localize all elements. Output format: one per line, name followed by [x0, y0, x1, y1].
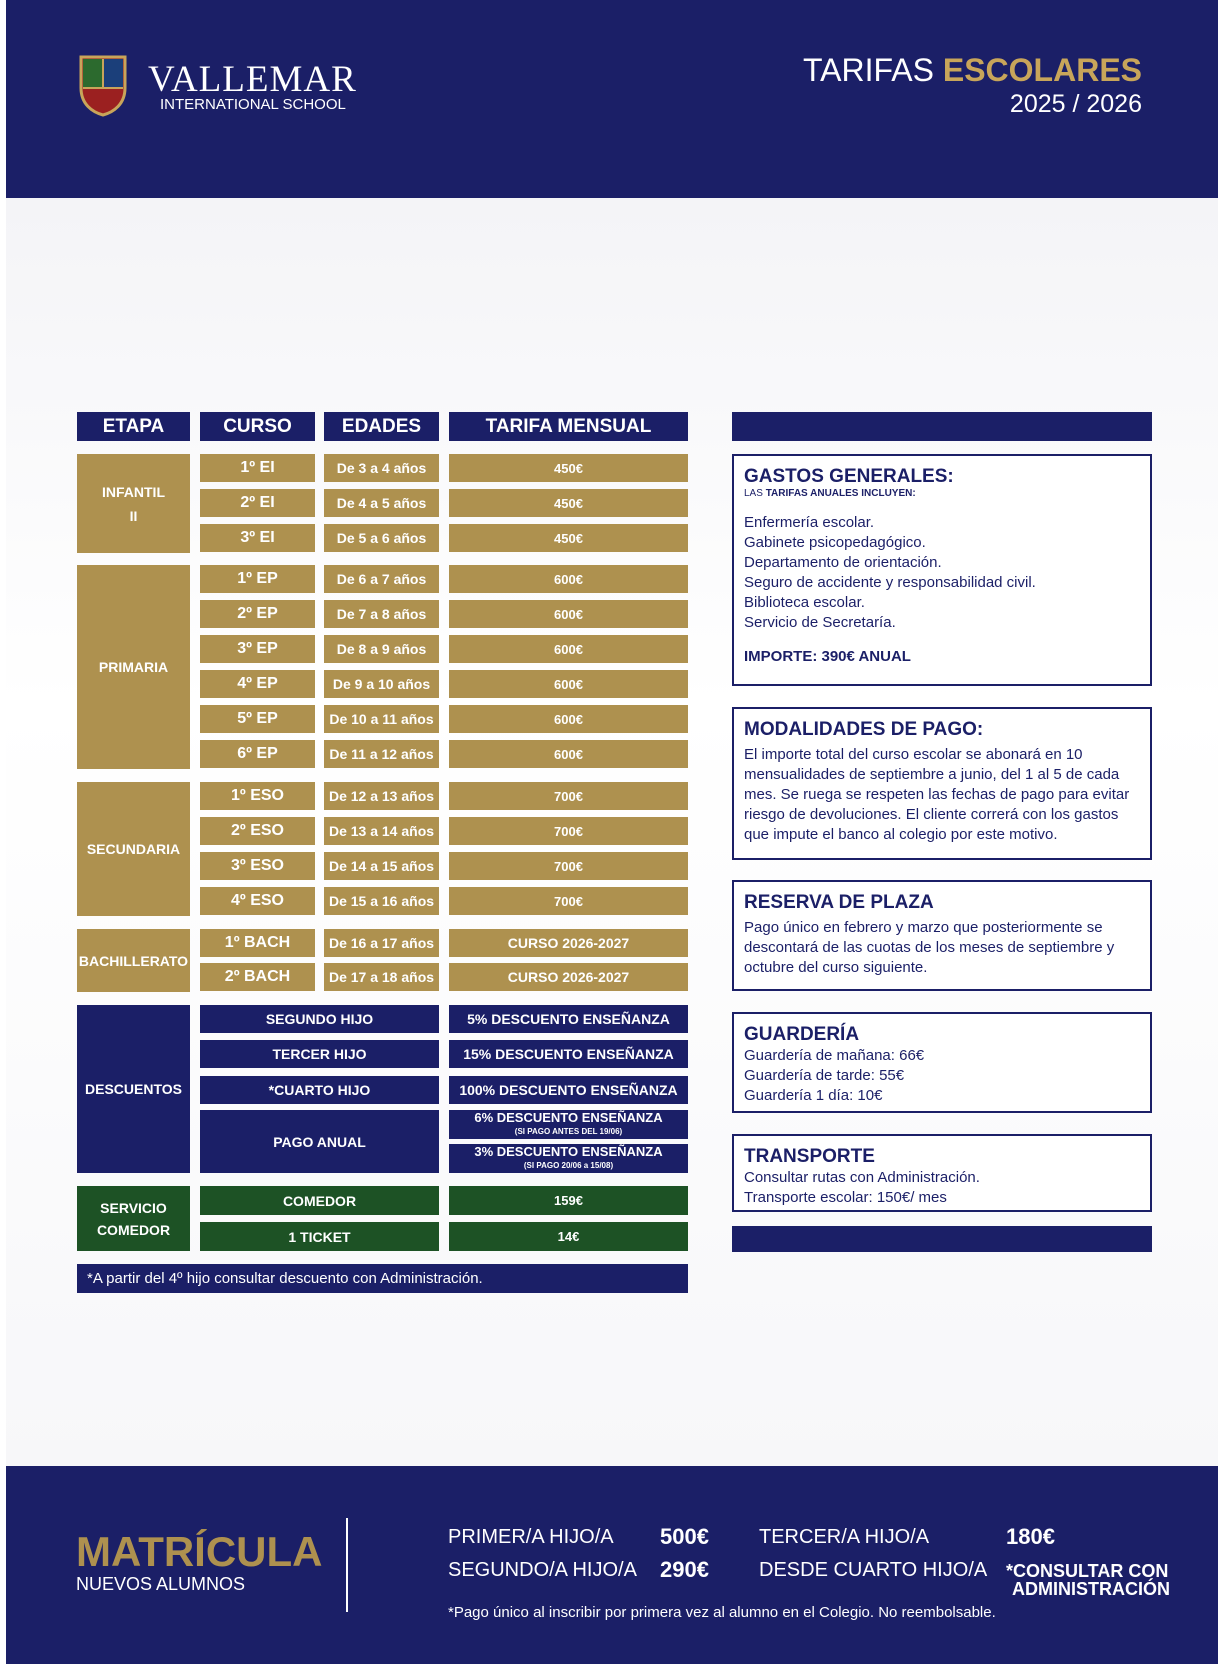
- edad-cell: De 3 a 4 años: [324, 454, 439, 482]
- edad-cell: De 7 a 8 años: [324, 600, 439, 628]
- tarifa-cell: 450€: [449, 454, 688, 482]
- pago-anual-label: PAGO ANUAL: [200, 1110, 439, 1173]
- gastos-generales-box: [732, 454, 1152, 686]
- tarifa-cell: 700€: [449, 852, 688, 880]
- reserva-title: RESERVA DE PLAZA: [744, 892, 934, 913]
- curso-cell: 1º EP: [200, 565, 315, 593]
- school-subtitle: INTERNATIONAL SCHOOL: [160, 96, 346, 113]
- stage-comedor: [77, 1186, 190, 1251]
- edad-cell: De 9 a 10 años: [324, 670, 439, 698]
- edad-cell: De 16 a 17 años: [324, 929, 439, 957]
- guarderia-box: [732, 1012, 1152, 1113]
- gastos-item: Gabinete psicopedagógico.: [744, 534, 926, 551]
- tarifa-cell: 600€: [449, 740, 688, 768]
- discount-value: 5% DESCUENTO ENSEÑANZA: [449, 1005, 688, 1033]
- gastos-item: Servicio de Secretaría.: [744, 614, 896, 631]
- comedor-label: COMEDOR: [200, 1186, 439, 1215]
- cuarto-hijo-label: DESDE CUARTO HIJO/A: [759, 1559, 988, 1581]
- guarderia-title: GUARDERÍA: [744, 1024, 860, 1045]
- title-part1: TARIFAS: [802, 52, 934, 88]
- reserva-plaza-box: [732, 880, 1152, 991]
- modalidades-title: MODALIDADES DE PAGO:: [744, 719, 984, 740]
- tarifa-cell: 600€: [449, 600, 688, 628]
- gastos-subtitle-a: LAS: [744, 488, 766, 499]
- tarifa-cell: 700€: [449, 887, 688, 915]
- curso-cell: 6º EP: [200, 740, 315, 768]
- discount-value: 15% DESCUENTO ENSEÑANZA: [449, 1040, 688, 1068]
- tarifa-cell: 450€: [449, 524, 688, 552]
- stage-descuentos: DESCUENTOS: [77, 1005, 190, 1173]
- school-name: VALLEMAR: [148, 59, 357, 100]
- matricula-subtitle: NUEVOS ALUMNOS: [76, 1574, 246, 1594]
- curso-cell: 2º EI: [200, 489, 315, 517]
- transporte-item: Transporte escolar: 150€/ mes: [744, 1189, 947, 1206]
- segundo-hijo-label: SEGUNDO/A HIJO/A: [448, 1559, 637, 1581]
- transporte-title: TRANSPORTE: [744, 1146, 875, 1167]
- curso-cell: 1º BACH: [200, 929, 315, 957]
- discount-label: *CUARTO HIJO: [200, 1076, 439, 1104]
- gastos-item: Departamento de orientación.: [744, 554, 942, 571]
- gastos-subtitle-b: TARIFAS ANUALES INCLUYEN:: [765, 488, 916, 499]
- gastos-importe: IMPORTE: 390€ ANUAL: [744, 648, 911, 665]
- tarifa-cell: 600€: [449, 670, 688, 698]
- edad-cell: De 5 a 6 años: [324, 524, 439, 552]
- edad-cell: De 14 a 15 años: [324, 852, 439, 880]
- edad-cell: De 10 a 11 años: [324, 705, 439, 733]
- tarifa-cell: 700€: [449, 817, 688, 845]
- curso-cell: 2º BACH: [200, 963, 315, 991]
- edad-cell: De 11 a 12 años: [324, 740, 439, 768]
- discount-value: 100% DESCUENTO ENSEÑANZA: [449, 1076, 688, 1104]
- guarderia-item: Guardería de tarde: 55€: [744, 1067, 905, 1084]
- pago-anual-option-2-value: 3% DESCUENTO ENSEÑANZA: [474, 1143, 663, 1159]
- pago-anual-option-2-note: (SI PAGO 20/06 a 15/08): [523, 1160, 614, 1170]
- edad-cell: De 4 a 5 años: [324, 489, 439, 517]
- matricula-title: MATRÍCULA: [76, 1528, 323, 1575]
- title-part2: ESCOLARES: [942, 52, 1142, 88]
- primer-hijo-label: PRIMER/A HIJO/A: [448, 1526, 614, 1548]
- footer-note: *Pago único al inscribir por primera vez al alumno en el Colegio. No reembolsable.: [448, 1604, 996, 1621]
- guarderia-item: Guardería de mañana: 66€: [744, 1047, 925, 1064]
- edad-cell: De 13 a 14 años: [324, 817, 439, 845]
- school-year: 2025 / 2026: [1009, 90, 1142, 118]
- stage-primaria: PRIMARIA: [77, 565, 190, 769]
- tercer-hijo-label: TERCER/A HIJO/A: [759, 1526, 930, 1548]
- footer-divider: [346, 1518, 348, 1612]
- curso-cell: 2º EP: [200, 600, 315, 628]
- cuarto-hijo-value-line1: *CONSULTAR CON: [1006, 1561, 1169, 1581]
- tarifa-cell: CURSO 2026-2027: [449, 963, 688, 991]
- gastos-title: GASTOS GENERALES:: [744, 466, 954, 487]
- transporte-item: Consultar rutas con Administración.: [744, 1169, 980, 1186]
- gastos-item: Seguro de accidente y responsabilidad civil.: [744, 574, 1036, 591]
- curso-cell: 3º ESO: [200, 852, 315, 880]
- header-edades: EDADES: [324, 412, 439, 441]
- curso-cell: 2º ESO: [200, 817, 315, 845]
- stage-comedor-line2: COMEDOR: [96, 1221, 171, 1238]
- modalidades-text: El importe total del curso escolar se abonará en 10 mensualidades de septiembre a junio, del 1 al 5 de cada mes. Se ruega se respeten las fechas de pago para evitar riesgo de devoluciones. El cliente correrá con los gastos que impute el banco al colegio por este motivo.: [744, 746, 1130, 843]
- tarifa-cell: 600€: [449, 705, 688, 733]
- stage-infantil-line1: INFANTIL: [102, 483, 165, 500]
- discount-label: SEGUNDO HIJO: [200, 1005, 439, 1033]
- curso-cell: 1º EI: [200, 454, 315, 482]
- table-footnote: *A partir del 4º hijo consultar descuento con Administración.: [77, 1264, 688, 1293]
- edad-cell: De 17 a 18 años: [324, 963, 439, 991]
- curso-cell: 3º EP: [200, 635, 315, 663]
- header-curso: CURSO: [200, 412, 315, 441]
- stage-comedor-line1: SERVICIO: [100, 1199, 167, 1216]
- ticket-value: 14€: [449, 1222, 688, 1251]
- curso-cell: 3º EI: [200, 524, 315, 552]
- pago-anual-option-1-note: (SI PAGO ANTES DEL 19/06): [514, 1126, 623, 1136]
- tarifa-cell: 600€: [449, 565, 688, 593]
- curso-cell: 5º EP: [200, 705, 315, 733]
- guarderia-item: Guardería 1 día: 10€: [744, 1087, 883, 1104]
- pago-anual-option-2: [449, 1144, 688, 1173]
- segundo-hijo-value: 290€: [660, 1557, 709, 1582]
- primer-hijo-value: 500€: [660, 1524, 709, 1549]
- cuarto-hijo-value: [1006, 1562, 1170, 1598]
- edad-cell: De 15 a 16 años: [324, 887, 439, 915]
- discount-label: TERCER HIJO: [200, 1040, 439, 1068]
- curso-cell: 1º ESO: [200, 782, 315, 810]
- school-crest-icon: [78, 54, 128, 118]
- pago-anual-option-1-value: 6% DESCUENTO ENSEÑANZA: [474, 1109, 663, 1125]
- stage-bachillerato: BACHILLERATO: [77, 929, 190, 992]
- gastos-subtitle: [744, 488, 1138, 499]
- stage-infantil-line2: II: [129, 507, 138, 524]
- stage-secundaria: SECUNDARIA: [77, 782, 190, 916]
- curso-cell: 4º EP: [200, 670, 315, 698]
- pago-anual-option-1: [449, 1110, 688, 1139]
- stage-infantil: [77, 454, 190, 553]
- page-title: [803, 52, 1142, 89]
- cuarto-hijo-value-line2: ADMINISTRACIÓN: [1012, 1579, 1170, 1599]
- tarifa-cell: 600€: [449, 635, 688, 663]
- curso-cell: 4º ESO: [200, 887, 315, 915]
- modalidades-pago-box: [732, 707, 1152, 860]
- edad-cell: De 6 a 7 años: [324, 565, 439, 593]
- reserva-text: Pago único en febrero y marzo que posteriormente se descontará de las cuotas de los meses de septiembre y octubre del curso siguiente.: [744, 919, 1115, 976]
- tarifa-cell: CURSO 2026-2027: [449, 929, 688, 957]
- tarifa-cell: 450€: [449, 489, 688, 517]
- gastos-item: Biblioteca escolar.: [744, 594, 865, 611]
- edad-cell: De 12 a 13 años: [324, 782, 439, 810]
- header-tarifa: TARIFA MENSUAL: [449, 412, 688, 441]
- ticket-label: 1 TICKET: [200, 1222, 439, 1251]
- right-footer-bar: [732, 1226, 1152, 1252]
- right-header-bar: [732, 412, 1152, 441]
- comedor-value: 159€: [449, 1186, 688, 1215]
- tarifa-cell: 700€: [449, 782, 688, 810]
- transporte-box: [732, 1134, 1152, 1212]
- tercer-hijo-value: 180€: [1006, 1524, 1055, 1549]
- header-etapa: ETAPA: [77, 412, 190, 441]
- edad-cell: De 8 a 9 años: [324, 635, 439, 663]
- gastos-item: Enfermería escolar.: [744, 514, 875, 531]
